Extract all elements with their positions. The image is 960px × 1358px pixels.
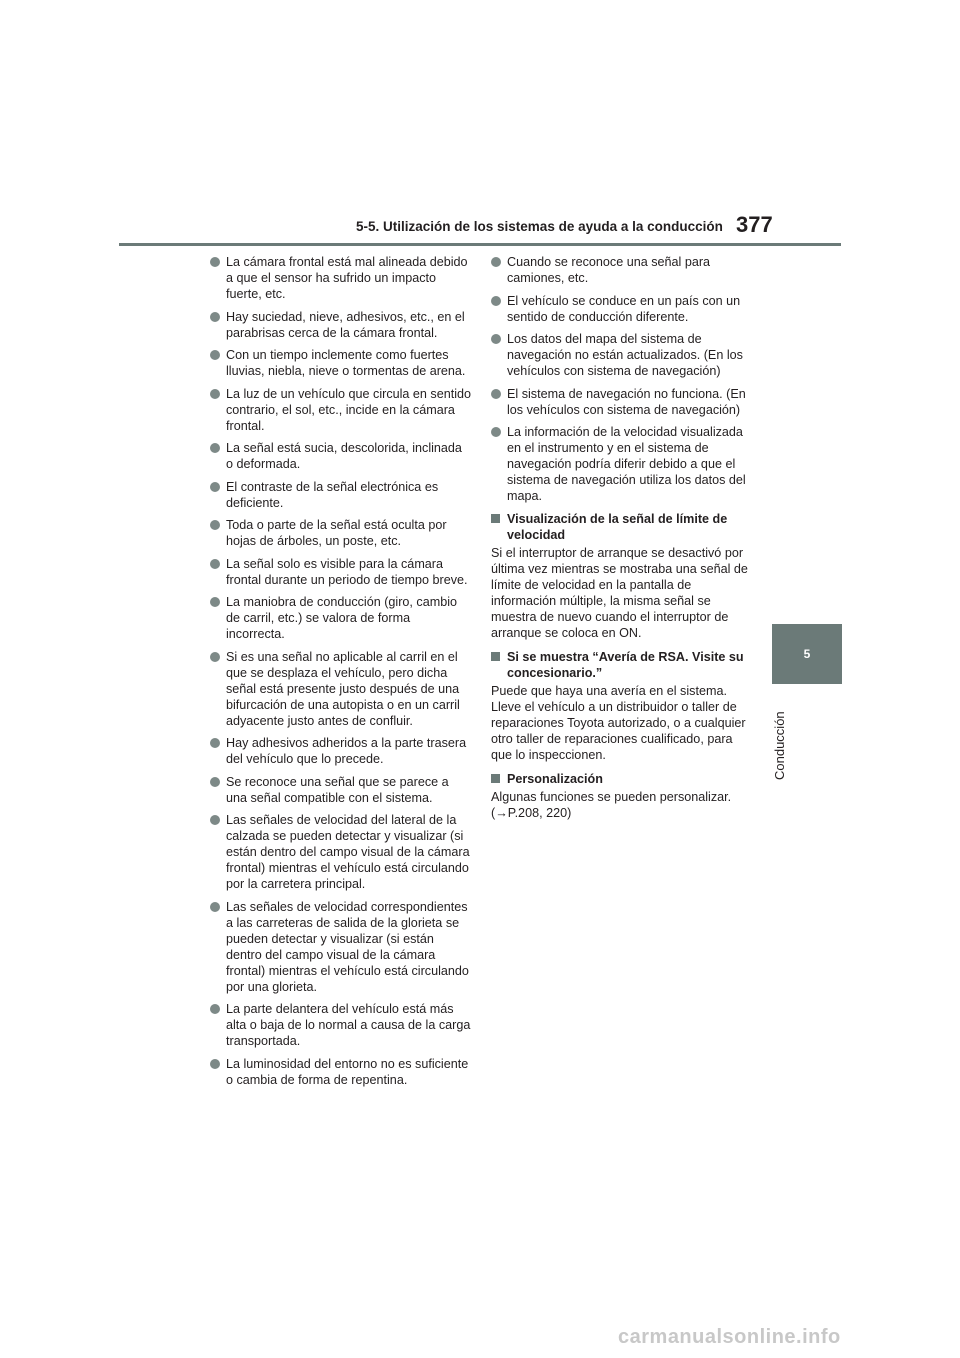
bullet-dot-icon xyxy=(210,443,220,453)
square-marker-icon xyxy=(491,514,500,523)
bullet-text: Toda o parte de la señal está oculta por hojas de árboles, un poste, etc. xyxy=(226,518,447,548)
bullet-item xyxy=(210,899,472,995)
bullet-text: Hay suciedad, nieve, adhesivos, etc., en el parabrisas cerca de la cámara frontal. xyxy=(226,309,465,340)
bullet-dot-icon xyxy=(210,815,220,825)
bullet-item xyxy=(210,556,472,588)
bullet-dot-icon xyxy=(210,652,220,662)
section-title: 5-5. Utilización de los sistemas de ayuda a la conducción xyxy=(356,219,723,234)
bullet-item xyxy=(210,1001,472,1049)
chapter-number: 5 xyxy=(803,647,811,661)
bullet-text: El sistema de navegación no funciona. (En los vehículos con sistema de navegación) xyxy=(507,386,746,417)
bullet-text: El contraste de la señal electrónica es deficiente. xyxy=(226,479,439,510)
section-heading xyxy=(491,771,755,787)
section-body: Puede que haya una avería en el sistema. Lleve el vehículo a un distribuidor o taller de reparaciones Toyota autorizado, o a cualquier otro taller de reparaciones cualificado, para que lo inspeccionen. xyxy=(491,683,746,762)
bullet-item xyxy=(210,812,472,892)
right-column xyxy=(491,254,755,829)
bullet-item xyxy=(491,386,755,418)
chapter-tab xyxy=(772,624,842,684)
bullet-text: La luz de un vehículo que circula en sentido contrario, el sol, etc., incide en la cámara frontal. xyxy=(226,386,472,433)
page-number: 377 xyxy=(736,212,773,237)
bullet-text: La parte delantera del vehículo está más alta o baja de lo normal a causa de la carga transportada. xyxy=(226,1002,471,1048)
bullet-dot-icon xyxy=(210,1059,220,1069)
bullet-text: Con un tiempo inclemente como fuertes lluvias, niebla, nieve o tormentas de arena. xyxy=(226,348,466,378)
bullet-dot-icon xyxy=(210,520,220,530)
bullet-text: Las señales de velocidad correspondientes a las carreteras de salida de la glorieta se pueden detectar y visualizar (si están dentro del campo visual de la cámara frontal) mientras el vehículo está circulando por una glorieta. xyxy=(226,899,469,994)
bullet-text: La maniobra de conducción (giro, cambio de carril, etc.) se valora de forma incorrecta. xyxy=(226,595,458,641)
bullet-dot-icon xyxy=(491,257,501,267)
bullet-text: El vehículo se conduce en un país con un sentido de conducción diferente. xyxy=(507,293,741,324)
bullet-dot-icon xyxy=(491,427,501,437)
section-heading-text: Visualización de la señal de límite de velocidad xyxy=(507,511,728,542)
section-heading xyxy=(491,511,755,543)
section-body: Algunas funciones se pueden personalizar. (→P.208, 220) xyxy=(491,789,732,820)
header-divider xyxy=(119,243,841,246)
bullet-text: Si es una señal no aplicable al carril en el que se desplaza el vehículo, pero dicha señal está presente justo después de una bifurcación de una autopista o en un carril adyacente justo antes de confluir. xyxy=(226,649,460,728)
bullet-item xyxy=(210,309,472,341)
bullet-dot-icon xyxy=(210,1004,220,1014)
bullet-item xyxy=(210,479,472,511)
bullet-text: La señal está sucia, descolorida, inclinada o deformada. xyxy=(226,441,462,471)
bullet-item xyxy=(210,440,472,472)
bullet-text: Los datos del mapa del sistema de navegación no están actualizados. (En los vehículos con sistema de navegación) xyxy=(507,332,743,378)
bullet-item xyxy=(210,774,472,806)
bullet-item xyxy=(210,594,472,642)
bullet-dot-icon xyxy=(210,597,220,607)
bullet-text: Hay adhesivos adheridos a la parte trasera del vehículo que lo precede. xyxy=(226,736,467,766)
bullet-dot-icon xyxy=(210,389,220,399)
section-body: Si el interruptor de arranque se desactivó por última vez mientras se mostraba una señal de límite de velocidad en la pantalla de información múltiple, la misma señal se muestra de nuevo cuando el interruptor de arranque se coloca en ON. xyxy=(491,545,748,640)
watermark: carmanualsonline.info xyxy=(618,1326,841,1348)
bullet-item xyxy=(210,254,472,302)
left-column xyxy=(210,254,472,1094)
bullet-text: La luminosidad del entorno no es suficiente o cambia de forma de repentina. xyxy=(226,1056,469,1087)
bullet-text: La información de la velocidad visualizada en el instrumento y en el sistema de navegación podría diferir debido a que el sistema de navegación utiliza los datos del mapa. xyxy=(507,425,746,503)
bullet-item xyxy=(210,735,472,767)
bullet-dot-icon xyxy=(210,902,220,912)
bullet-item xyxy=(491,254,755,286)
bullet-text: La cámara frontal está mal alineada debido a que el sensor ha sufrido un impacto fuerte, etc. xyxy=(226,255,468,301)
bullet-item xyxy=(210,386,472,434)
chapter-label: Conducción xyxy=(772,711,787,780)
section-heading-text: Si se muestra “Avería de RSA. Visite su concesionario.” xyxy=(507,649,744,680)
bullet-text: La señal solo es visible para la cámara frontal durante un periodo de tiempo breve. xyxy=(226,556,468,587)
bullet-item xyxy=(491,424,755,504)
bullet-text: Cuando se reconoce una señal para camiones, etc. xyxy=(507,255,711,285)
bullet-dot-icon xyxy=(491,334,501,344)
section-heading xyxy=(491,649,755,681)
bullet-dot-icon xyxy=(210,312,220,322)
bullet-item xyxy=(210,517,472,549)
bullet-dot-icon xyxy=(491,389,501,399)
bullet-dot-icon xyxy=(210,350,220,360)
bullet-text: Las señales de velocidad del lateral de la calzada se pueden detectar y visualizar (si están dentro del campo visual de la cámara frontal) mientras el vehículo está circulando por la carretera principal. xyxy=(226,813,470,891)
bullet-item xyxy=(491,293,755,325)
square-marker-icon xyxy=(491,774,500,783)
bullet-item xyxy=(210,1056,472,1088)
bullet-dot-icon xyxy=(210,777,220,787)
bullet-dot-icon xyxy=(210,482,220,492)
bullet-item xyxy=(210,347,472,379)
bullet-item xyxy=(491,331,755,379)
bullet-dot-icon xyxy=(491,296,501,306)
square-marker-icon xyxy=(491,652,500,661)
bullet-dot-icon xyxy=(210,257,220,267)
bullet-dot-icon xyxy=(210,559,220,569)
section-heading-text: Personalización xyxy=(507,771,603,786)
bullet-item xyxy=(210,649,472,729)
bullet-text: Se reconoce una señal que se parece a una señal compatible con el sistema. xyxy=(226,774,449,805)
bullet-dot-icon xyxy=(210,738,220,748)
